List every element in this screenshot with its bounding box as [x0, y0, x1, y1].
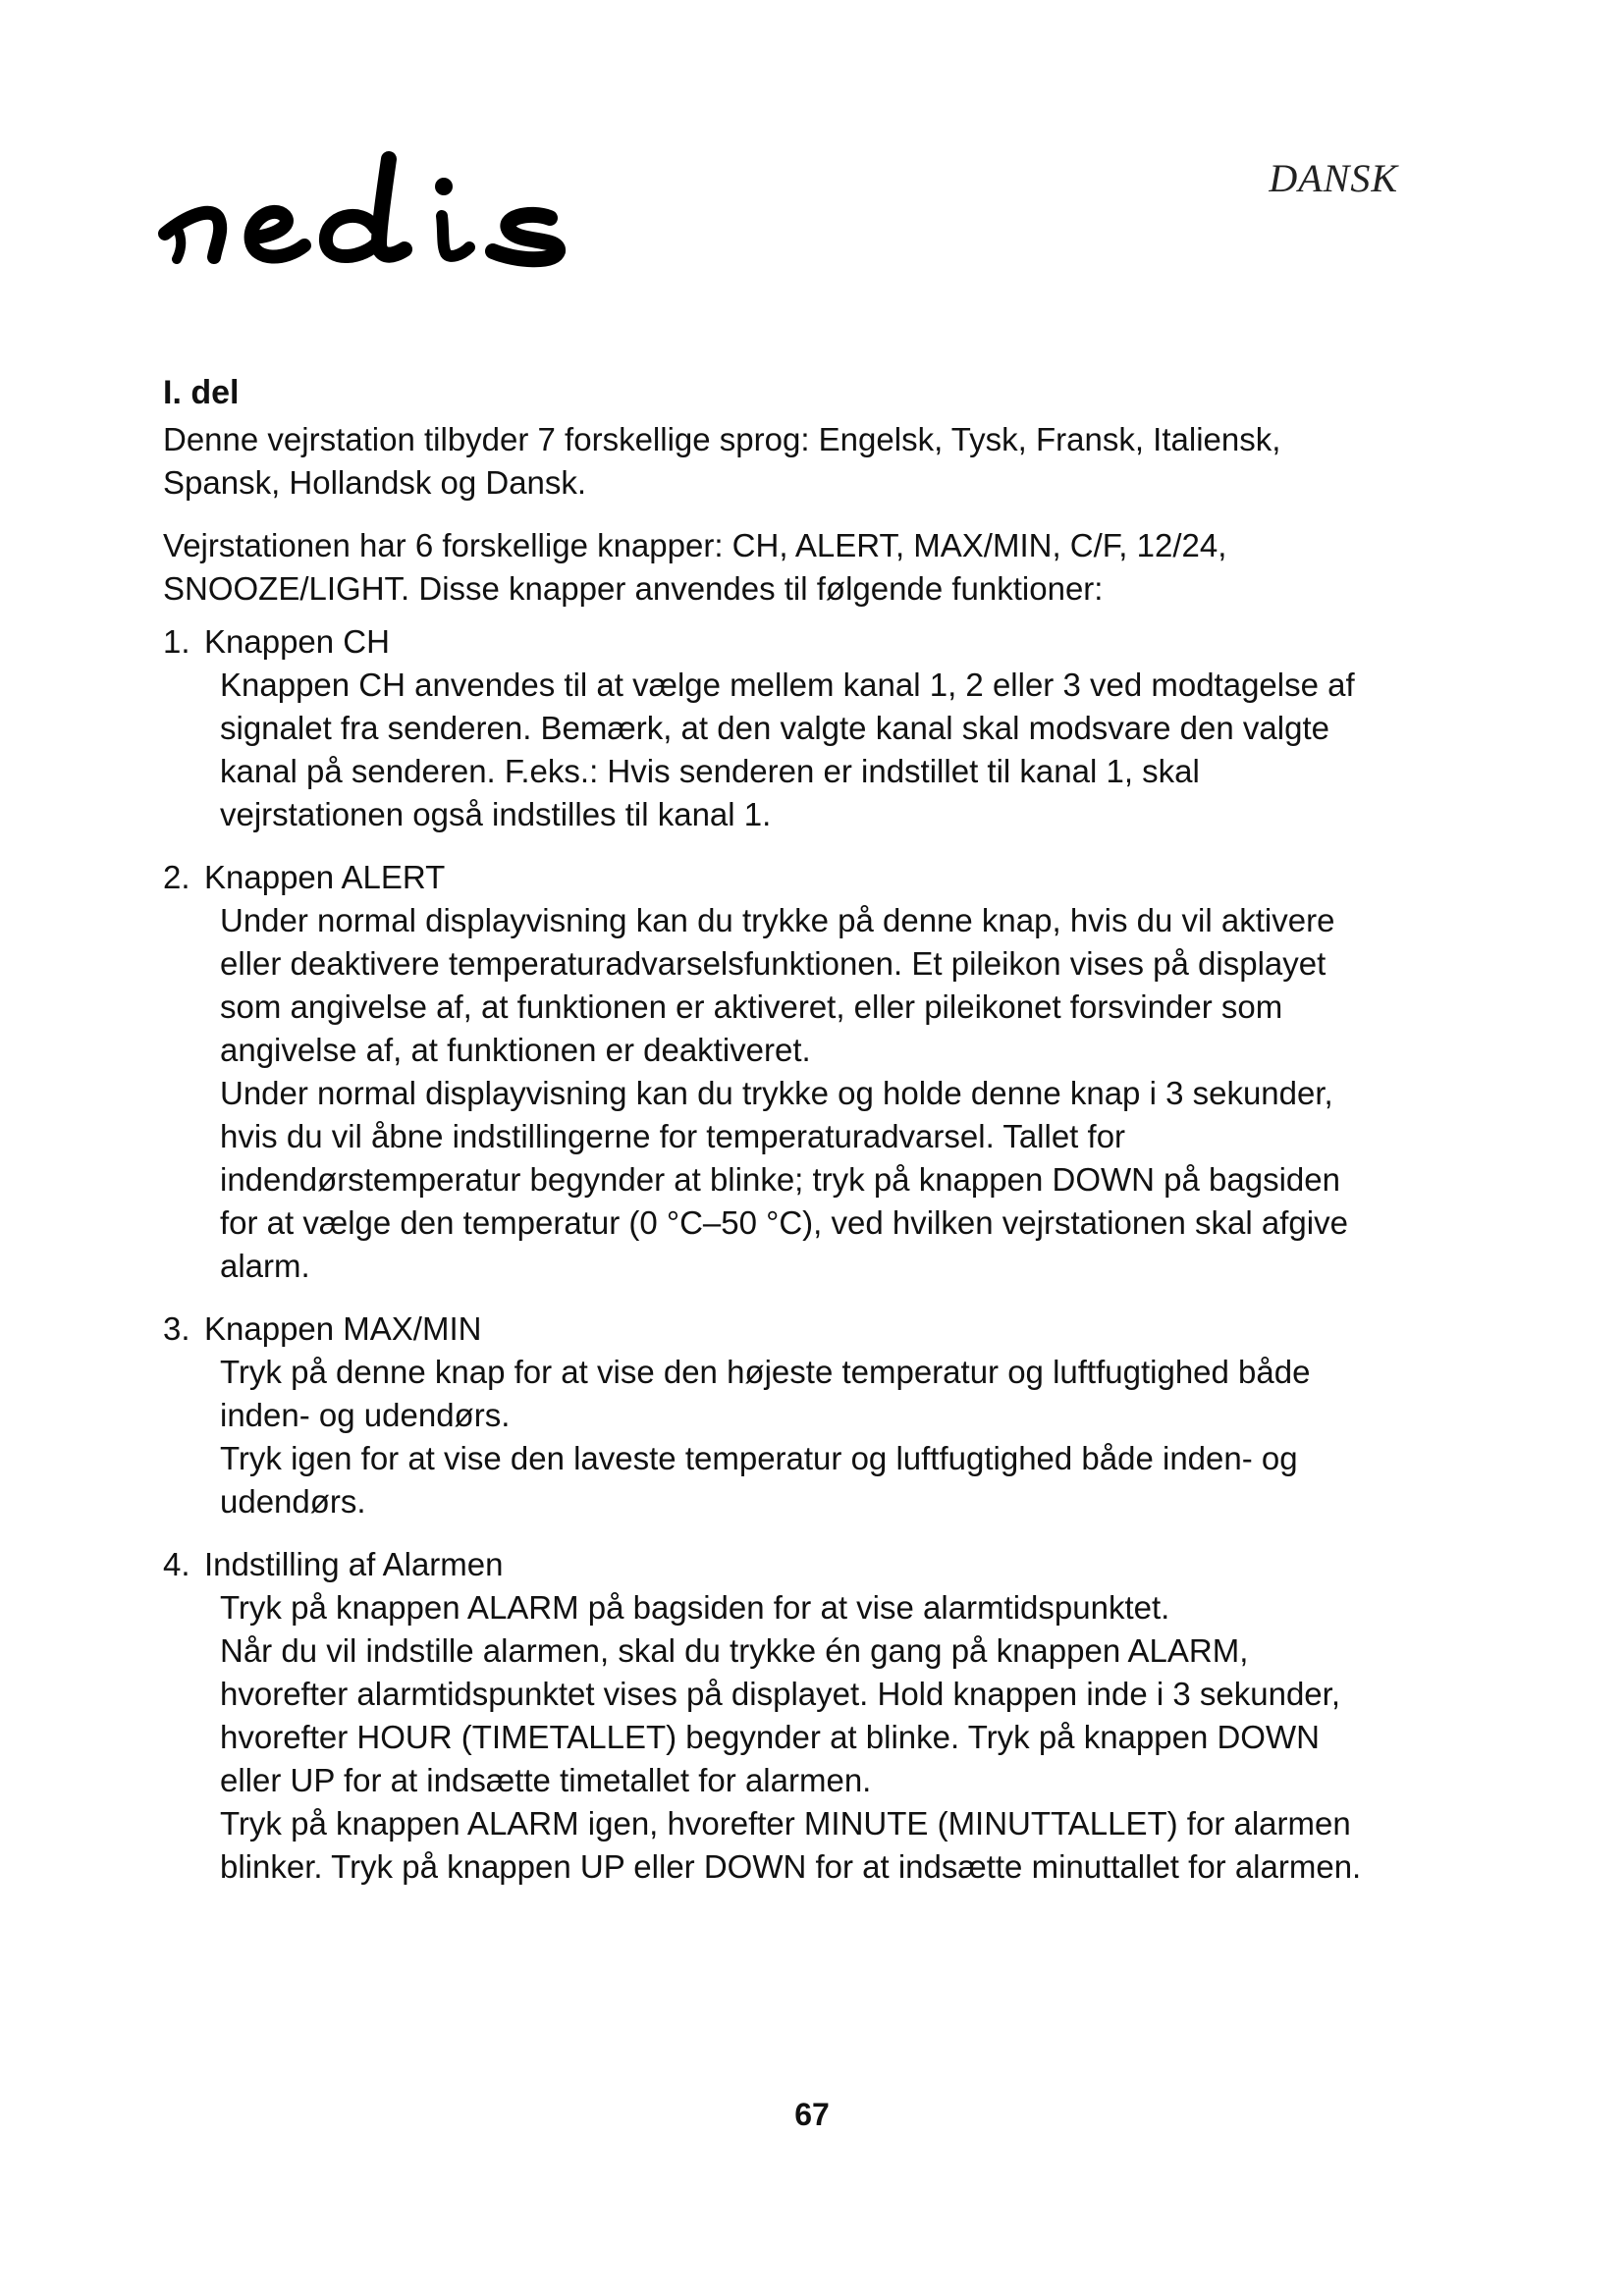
list-item-alarm-setting: [163, 1543, 1371, 1889]
intro-paragraph-languages: Denne vejrstation tilbyder 7 forskellige sprog: Engelsk, Tysk, Fransk, Italiensk, Spansk, Hollandsk og Dansk.: [163, 421, 1281, 501]
item-paragraph: Tryk på denne knap for at vise den højeste temperatur og luftfugtighed både inden- og udendørs.: [220, 1354, 1311, 1433]
nedis-logo: [157, 147, 619, 275]
item-paragraph: Når du vil indstille alarmen, skal du trykke én gang på knappen ALARM, hvorefter alarmtidspunktet vises på displayet. Hold knappen inde i 3 sekunder, hvorefter HOUR (TIMETALLET) begynder at blinke. Tryk på knappen DOWN eller UP for at indsætte timetallet for alarmen.: [220, 1632, 1340, 1798]
item-paragraph: Under normal displayvisning kan du trykke og holde denne knap i 3 sekunder, hvis du vil åbne indstillingerne for temperaturadvarsel. Tallet for indendørstemperatur begynder at blinke; tryk på knappen DOWN på bagsiden for at vælge den temperatur (0 °C–50 °C), ved hvilken vejrstationen skal afgive alarm.: [220, 1075, 1348, 1284]
item-number: 1.: [163, 623, 190, 660]
item-title: Knappen MAX/MIN: [204, 1310, 482, 1347]
item-number: 2.: [163, 859, 190, 895]
item-title: Indstilling af Alarmen: [204, 1546, 504, 1582]
language-label: DANSK: [1269, 156, 1398, 200]
item-number: 3.: [163, 1310, 190, 1347]
item-paragraph: Tryk igen for at vise den laveste temperatur og luftfugtighed både inden- og udendørs.: [220, 1440, 1298, 1520]
item-title: Knappen ALERT: [204, 859, 446, 895]
item-paragraph: Tryk på knappen ALARM på bagsiden for at vise alarmtidspunktet.: [220, 1589, 1170, 1626]
intro-paragraph-buttons: Vejrstationen har 6 forskellige knapper: CH, ALERT, MAX/MIN, C/F, 12/24, SNOOZE/LIGHT. Disse knapper anvendes til følgende funktioner:: [163, 527, 1227, 607]
list-item-ch: [163, 620, 1371, 836]
section-title: I. del: [163, 374, 240, 411]
item-paragraph: Under normal displayvisning kan du trykke på denne knap, hvis du vil aktivere eller deaktivere temperaturadvarselsfunktionen. Et pileikon vises på displayet som angivelse af, at funktionen er aktiveret, eller pileikonet forsvinder som angivelse af, at funktionen er deaktiveret.: [220, 902, 1335, 1068]
list-item-alert: [163, 856, 1371, 1288]
item-paragraph: Knappen CH anvendes til at vælge mellem kanal 1, 2 eller 3 ved modtagelse af signalet fra senderen. Bemærk, at den valgte kanal skal modsvare den valgte kanal på senderen. F.eks.: Hvis senderen er indstillet til kanal 1, skal vejrstationen også indstilles til kanal 1.: [220, 667, 1355, 832]
manual-content: [163, 371, 1371, 1908]
item-title: Knappen CH: [204, 623, 390, 660]
button-function-list: [163, 620, 1371, 1889]
page-number: 67: [794, 2097, 830, 2132]
item-number: 4.: [163, 1546, 190, 1582]
list-item-max-min: [163, 1308, 1371, 1523]
item-paragraph: Tryk på knappen ALARM igen, hvorefter MINUTE (MINUTTALLET) for alarmen blinker. Tryk på knappen UP eller DOWN for at indsætte minuttallet for alarmen.: [220, 1805, 1362, 1885]
